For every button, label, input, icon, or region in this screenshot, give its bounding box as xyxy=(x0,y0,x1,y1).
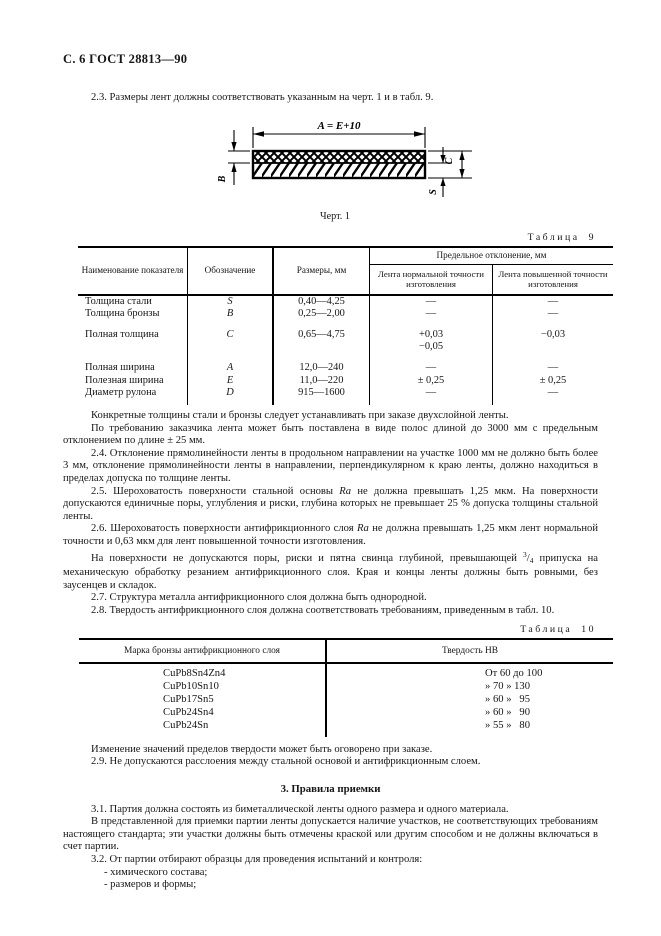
ra-symbol: Ra xyxy=(339,485,352,497)
cell-hardness: От 60 до 100 xyxy=(485,667,543,679)
paragraph-2-4: 2.4. Отклонение прямолинейности ленты в продольном направлении на участке 1000 мм не должно быть более 3 мм, отклонение прямолинейности ленты в направлении, перпендикулярном к краю ленты, должно находиться в пределах допуска по толщине ленты. xyxy=(63,447,598,484)
list-item-dimensions: - размеров и формы; xyxy=(104,879,197,891)
cell-symbol: B xyxy=(188,308,274,320)
cell-hardness: » 55 » 80 xyxy=(485,719,531,731)
cell-size: 915—1600 xyxy=(274,387,370,405)
paragraph-2-3: 2.3. Размеры лент должны соответствовать указанным на черт. 1 и в табл. 9. xyxy=(91,92,434,103)
cell-name: Полная толщина xyxy=(78,320,188,353)
fraction-numerator: 3 xyxy=(523,549,527,559)
cell-size: 11,0—220 xyxy=(274,375,370,387)
cell-tol-normal: — xyxy=(370,296,493,308)
table-9-label: Таблица 9 xyxy=(527,231,596,243)
cell-tol-normal: — xyxy=(370,308,493,320)
section-3-heading: 3. Правила приемки xyxy=(280,782,381,795)
cell-hardness: » 70 » 130 xyxy=(485,680,531,692)
cell-mark: CuPb17Sn5 xyxy=(79,693,327,706)
cell-mark: CuPb24Sn xyxy=(79,719,327,737)
dimension-label-bronze: B xyxy=(217,175,228,182)
cell-tol-high: — xyxy=(547,307,559,319)
cell-mark: CuPb24Sn4 xyxy=(79,706,327,719)
column-header-tolerance-group: Предельное отклонение, мм xyxy=(370,248,613,265)
paragraph-2-6-surface: На поверхности не допускаются поры, риски и пятна свинца глубиной, превышающей $^3/_4$ припуска на механическую обработку резанием антифрикционного слоя. Края и концы ленты должны быть ровными, без заусенцев и складок. xyxy=(63,549,598,591)
cell-tol-high: −0,03 xyxy=(540,329,566,340)
table-10-label: Таблица 10 xyxy=(520,623,596,635)
cell-size: 0,65—4,75 xyxy=(274,320,370,353)
cell-symbol: S xyxy=(188,296,274,308)
paragraph-3-1: 3.1. Партия должна состоять из биметаллической ленты одного размера и одного материала. xyxy=(91,803,509,815)
cell-tol-normal: — xyxy=(370,387,493,405)
tape-cross-section-drawing xyxy=(190,117,480,203)
cell-tol-normal: — xyxy=(370,353,493,374)
column-header-symbol: Обозначение xyxy=(188,248,274,296)
cell-hardness: » 60 » 95 xyxy=(485,693,531,705)
table-10 xyxy=(79,638,613,737)
paragraph-2-8: 2.8. Твердость антифрикционного слоя должна соответствовать требованиям, приведенным в табл. 10. xyxy=(91,604,555,616)
paragraph-2-5: 2.5. Шероховатость поверхности стальной основы Ra не должна превышать 1,25 мкм. На поверхности допускаются единичные поры, углубления и риски, глубина которых не превышает 25 % допуска толщины стальной ленты. xyxy=(63,485,599,522)
cell-size: 0,40—4,25 xyxy=(274,296,370,308)
ra-symbol: Ra xyxy=(357,523,369,535)
column-header-tolerance-normal: Лента нормальной точности изготовления xyxy=(370,265,493,296)
cell-symbol: C xyxy=(188,320,274,353)
dimension-label-steel: S xyxy=(428,188,439,195)
cell-name: Толщина стали xyxy=(78,296,188,308)
column-header-size: Размеры, мм xyxy=(274,248,370,296)
dimension-label-width: A = E+10 xyxy=(317,119,361,132)
cell-tol-normal: ± 0,25 xyxy=(370,375,493,387)
fraction-denominator: 4 xyxy=(529,555,534,565)
bronze-layer xyxy=(253,151,425,163)
cell-tol-high: ± 0,25 xyxy=(539,374,567,386)
figure-chert-1 xyxy=(63,117,598,222)
column-header-hardness: Твердость НВ xyxy=(327,640,613,664)
list-item-chemical: - химического состава; xyxy=(104,866,208,878)
cell-symbol: E xyxy=(188,375,274,387)
cell-symbol: D xyxy=(188,387,274,405)
cell-name: Диаметр рулона xyxy=(78,387,188,405)
paragraph-3-2: 3.2. От партии отбирают образцы для проведения испытаний и контроля: xyxy=(91,854,423,866)
page-header: С. 6 ГОСТ 28813—90 xyxy=(63,52,188,66)
paragraph-strips: По требованию заказчика лента может быть поставлена в виде полос длиной до 3000 мм с предельным отклонением по длине ± 25 мм. xyxy=(63,422,598,447)
column-header-name: Наименование показателя xyxy=(78,248,188,296)
table-9 xyxy=(78,246,613,405)
paragraph-3-1b: В представленной для приемки партии ленты допускается наличие участков, не соответствующих требованиям настоящего стандарта; эти участки должны быть отмечены краской или другим способом и не должны включаться в счет партии. xyxy=(63,816,598,853)
cell-name: Полная ширина xyxy=(78,353,188,374)
dimension-label-total: C xyxy=(444,157,455,164)
cell-mark: CuPb10Sn10 xyxy=(79,680,327,693)
cell-symbol: A xyxy=(188,353,274,374)
cell-name: Толщина бронзы xyxy=(78,308,188,320)
cell-tol-normal: +0,03 −0,05 xyxy=(370,320,493,353)
cell-tol-high: — xyxy=(547,386,559,398)
paragraph-2-9: 2.9. Не допускаются расслоения между стальной основой и антифрикционным слоем. xyxy=(91,756,481,768)
cell-tol-high: — xyxy=(547,362,559,374)
cell-hardness: » 60 » 90 xyxy=(485,706,531,718)
cell-mark: CuPb8Sn4Zn4 xyxy=(79,664,327,680)
paragraph-2-7: 2.7. Структура металла антифрикционного слоя должна быть однородной. xyxy=(91,592,427,604)
column-header-bronze-mark: Марка бронзы антифрикционного слоя xyxy=(79,640,327,664)
figure-caption: Черт. 1 xyxy=(320,210,350,222)
steel-layer xyxy=(253,163,425,178)
paragraph-concrete: Конкретные толщины стали и бронзы следует устанавливать при заказе двухслойной ленты. xyxy=(91,410,509,422)
cell-size: 0,25—2,00 xyxy=(274,308,370,320)
column-header-tolerance-high: Лента повышенной точности изготовления xyxy=(493,265,613,296)
cell-size: 12,0—240 xyxy=(274,353,370,374)
cell-tol-high: — xyxy=(547,295,559,307)
paragraph-2-6: 2.6. Шероховатость поверхности антифрикционного слоя Ra не должна превышать 1,25 мкм лент нормальной точности и 0,63 мкм для лент повышенной точности изготовления. xyxy=(63,523,599,547)
paragraph-hardness-change: Изменение значений пределов твердости может быть оговорено при заказе. xyxy=(91,743,433,755)
cell-name: Полезная ширина xyxy=(78,375,188,387)
